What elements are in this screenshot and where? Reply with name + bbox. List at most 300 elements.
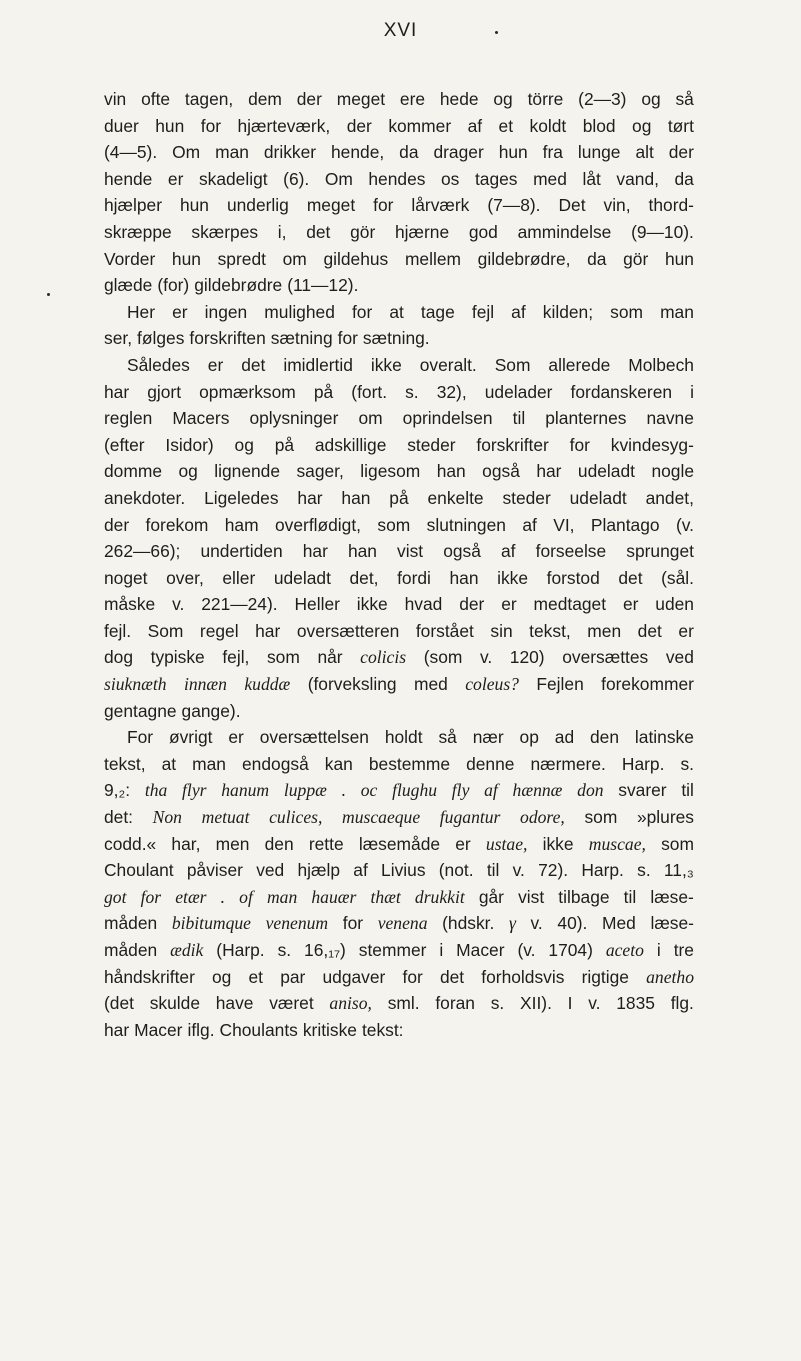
word: venena xyxy=(377,913,428,934)
word: udgaver xyxy=(322,966,386,987)
text-line xyxy=(104,485,694,512)
word: hvad xyxy=(404,594,443,615)
word: vist xyxy=(397,541,424,562)
word: undertiden xyxy=(200,541,283,562)
word: dem xyxy=(248,89,282,109)
word: koldt xyxy=(529,115,567,136)
word: holdt xyxy=(384,727,423,748)
word: har xyxy=(297,487,323,508)
word: da xyxy=(674,168,694,189)
word: siuknæth xyxy=(104,674,167,695)
word: der xyxy=(104,514,130,535)
word: af xyxy=(501,541,516,562)
word: endogså xyxy=(242,753,309,774)
word: Harp. xyxy=(581,860,624,881)
word: har xyxy=(255,620,281,641)
word: (sål. xyxy=(661,567,694,588)
word: med xyxy=(414,674,448,695)
word: oplysninger xyxy=(249,408,339,429)
word: er xyxy=(167,168,184,189)
word: forskriften xyxy=(189,328,266,349)
word: kan xyxy=(324,753,353,774)
word: da xyxy=(399,142,419,163)
word: læsemåde xyxy=(358,833,441,854)
word: tekst: xyxy=(361,1019,404,1040)
word: man xyxy=(192,753,226,774)
word: s. xyxy=(405,381,419,402)
word: for xyxy=(140,886,162,907)
word: skræppe xyxy=(104,221,172,242)
word: Om xyxy=(324,168,353,189)
word: 9,₂: xyxy=(104,780,131,801)
word: blod xyxy=(582,115,616,136)
word: foran xyxy=(435,993,475,1014)
word: uden xyxy=(655,594,694,615)
word: gange). xyxy=(181,700,241,721)
word: ofte xyxy=(141,89,171,109)
word: ligesom xyxy=(360,461,421,482)
word: (for) xyxy=(157,275,190,296)
word: 221—24). xyxy=(201,594,278,615)
word: for xyxy=(351,301,373,322)
word: udelader xyxy=(484,381,553,402)
word: kuddæ xyxy=(244,674,291,695)
text-line xyxy=(104,192,694,219)
text-line xyxy=(104,379,694,406)
word: den xyxy=(264,833,294,854)
word: også xyxy=(443,541,481,562)
text-line xyxy=(104,352,694,379)
word: noget xyxy=(104,567,148,588)
word: fly xyxy=(451,780,470,801)
word: skadeligt xyxy=(198,168,268,189)
word: oversætteren xyxy=(296,620,400,641)
word: thord- xyxy=(648,195,694,216)
text-line xyxy=(104,166,694,193)
word: er xyxy=(172,301,188,322)
text-line xyxy=(104,857,694,884)
word: har xyxy=(302,541,328,562)
word: tage xyxy=(420,301,455,322)
word: tha xyxy=(144,780,168,801)
word: hjærteværk, xyxy=(237,115,331,136)
word: hun xyxy=(498,142,528,163)
word: (not. xyxy=(438,860,474,881)
word: Macers xyxy=(172,408,230,429)
word: af xyxy=(484,780,498,801)
word: men xyxy=(587,620,622,641)
word: skærpes xyxy=(191,221,259,242)
word: metuat xyxy=(201,807,250,828)
text-line xyxy=(104,458,694,485)
word: Som xyxy=(494,354,531,375)
paragraph xyxy=(104,352,694,724)
word: ikke xyxy=(542,833,574,854)
text-line xyxy=(104,644,694,671)
word: måske xyxy=(104,594,156,615)
word: (forveksling xyxy=(307,674,397,695)
word: Som xyxy=(147,620,184,641)
word: måden xyxy=(104,940,158,960)
text-line xyxy=(104,990,694,1017)
text-line xyxy=(104,219,694,246)
word: gildehus xyxy=(323,248,389,269)
word: han xyxy=(449,567,479,588)
word: udeladt xyxy=(273,567,331,588)
paragraph xyxy=(104,86,694,299)
word: i xyxy=(439,940,444,960)
word: 16,₁₇) xyxy=(304,940,346,960)
word: Vorder xyxy=(104,248,156,269)
word: da xyxy=(587,248,607,269)
word: (9—10). xyxy=(631,221,694,242)
word: følges xyxy=(137,328,185,349)
word: været xyxy=(269,993,314,1014)
word: så xyxy=(675,89,694,109)
word: ustae, xyxy=(485,833,528,854)
word: han xyxy=(347,541,377,562)
word: som xyxy=(661,833,694,854)
word: fugantur xyxy=(439,807,501,828)
word: aceto xyxy=(605,940,644,960)
word: Her xyxy=(127,301,156,322)
word: opmærksom xyxy=(199,381,296,402)
word: det xyxy=(618,567,643,588)
word: har, xyxy=(171,833,201,854)
word: Plantago xyxy=(590,514,660,535)
word: oversættelsen xyxy=(259,727,369,748)
word: der xyxy=(296,89,322,109)
word: (det xyxy=(104,993,134,1014)
word: og xyxy=(641,89,661,109)
word: domme xyxy=(104,461,162,482)
word: hun xyxy=(171,248,201,269)
word: steder xyxy=(407,434,456,455)
word: på xyxy=(313,381,334,402)
word: andet, xyxy=(645,487,694,508)
word: har xyxy=(536,461,562,482)
word: glæde xyxy=(104,275,153,296)
word: der xyxy=(346,115,372,136)
word: VI, xyxy=(553,514,575,535)
word: flughu xyxy=(392,780,438,801)
word: det xyxy=(637,620,662,641)
word: har xyxy=(104,1019,130,1040)
word: par xyxy=(280,966,306,987)
ink-speck xyxy=(495,31,498,34)
word: også xyxy=(482,461,520,482)
word: For xyxy=(127,727,154,748)
word: fejl, xyxy=(222,647,250,668)
word: sml. xyxy=(387,993,420,1014)
word: meget xyxy=(336,89,386,109)
word: drukkit xyxy=(414,886,465,907)
word: ser, xyxy=(104,328,133,349)
text-line xyxy=(104,246,694,273)
word: fordanskeren xyxy=(570,381,673,402)
word: 72). xyxy=(538,860,569,881)
text-line xyxy=(104,884,694,911)
word: (7—8). xyxy=(487,195,541,216)
word: man xyxy=(660,301,694,322)
paragraph xyxy=(104,299,694,352)
word: forekommer xyxy=(601,674,694,695)
word: vand, xyxy=(616,168,659,189)
word: Choulant xyxy=(104,860,174,881)
word: oc xyxy=(360,780,378,801)
word: tekst, xyxy=(529,620,571,641)
word: øvrigt xyxy=(168,727,213,748)
word: Choulants xyxy=(219,1019,298,1040)
word: som xyxy=(584,807,618,828)
word: (v. xyxy=(517,940,536,960)
word: iflg. xyxy=(187,1019,215,1040)
word: tagen, xyxy=(184,89,234,109)
word: v. xyxy=(172,594,185,615)
word: ikke xyxy=(497,567,529,588)
word: codd.« xyxy=(104,833,157,854)
word: så xyxy=(438,727,457,748)
text-line xyxy=(104,618,694,645)
word: hjælper xyxy=(104,195,162,216)
text-line xyxy=(104,591,694,618)
word: Non xyxy=(152,807,182,828)
word: hjælp xyxy=(297,860,341,881)
word: at xyxy=(389,301,404,322)
word: gör xyxy=(623,248,649,269)
word: rigtige xyxy=(581,966,629,987)
word: imidlertid xyxy=(283,354,353,375)
word: tages xyxy=(474,168,518,189)
ink-speck xyxy=(47,293,50,296)
word: hjærne xyxy=(394,221,450,242)
word: latinske xyxy=(634,727,694,748)
word: læse- xyxy=(650,913,694,934)
word: forekom xyxy=(145,514,209,535)
word: Om xyxy=(172,142,201,163)
word: 1704) xyxy=(548,940,593,960)
text-line xyxy=(104,512,694,539)
word: I xyxy=(567,993,573,1014)
text-line xyxy=(104,325,694,352)
text-line xyxy=(104,751,694,778)
word: tekst, xyxy=(104,753,146,774)
word: typiske xyxy=(150,647,205,668)
word: 40). xyxy=(557,913,588,934)
word: når xyxy=(317,647,343,668)
word: kommer xyxy=(388,115,452,136)
word: lunge xyxy=(577,142,621,163)
word: (Harp. xyxy=(216,940,265,960)
word: lignende xyxy=(214,461,281,482)
word: reglen xyxy=(104,408,153,429)
word: enkelte xyxy=(427,487,484,508)
word: ad xyxy=(554,727,575,748)
word: hede xyxy=(439,89,479,109)
word: hanum xyxy=(221,780,270,801)
word: gjort xyxy=(147,381,182,402)
word: duer xyxy=(104,115,139,136)
word: gentagne xyxy=(104,700,177,721)
word: slutningen xyxy=(426,514,506,535)
word: går xyxy=(478,886,504,907)
word: denne xyxy=(466,753,515,774)
word: ikke xyxy=(370,354,402,375)
word: i, xyxy=(277,221,287,242)
word: 120) xyxy=(509,647,545,668)
word: udeladt xyxy=(577,461,635,482)
word: nærmere. xyxy=(530,753,606,774)
word: drikker xyxy=(263,142,317,163)
word: kvindesyg- xyxy=(610,434,694,455)
word: flyr xyxy=(182,780,207,801)
word: dog xyxy=(104,647,134,668)
word: et xyxy=(498,115,514,136)
word: s. xyxy=(637,860,651,881)
word: til xyxy=(623,886,637,907)
text-line xyxy=(104,937,694,964)
word: regel xyxy=(199,620,239,641)
word: håndskrifter xyxy=(104,966,195,987)
word: (fort. xyxy=(351,381,388,402)
word: ikke xyxy=(356,594,388,615)
word: (efter xyxy=(104,434,145,455)
word: er xyxy=(228,727,244,748)
text-line xyxy=(104,113,694,140)
word: spredt xyxy=(217,248,266,269)
word: underlig xyxy=(226,195,289,216)
word: luppæ xyxy=(283,780,327,801)
word: XII). xyxy=(520,993,552,1014)
word: og xyxy=(632,115,652,136)
word: udeladt xyxy=(569,487,627,508)
word: tilbage xyxy=(558,886,610,907)
word: sager, xyxy=(296,461,344,482)
word: er xyxy=(501,594,517,615)
word: alt xyxy=(635,142,654,163)
word: er xyxy=(622,594,639,615)
word: det xyxy=(439,966,465,987)
text-line xyxy=(104,777,694,804)
word: til xyxy=(512,408,526,429)
word: måden xyxy=(104,913,158,934)
word: aniso, xyxy=(329,993,372,1014)
word: have xyxy=(215,993,254,1014)
word: sætning xyxy=(270,328,333,349)
word: det, xyxy=(349,567,379,588)
word: til xyxy=(681,780,694,801)
paragraph xyxy=(104,724,694,1043)
word: . xyxy=(341,780,347,801)
word: ere xyxy=(399,89,426,109)
word: gildebrødre, xyxy=(477,248,571,269)
word: ædik xyxy=(170,940,204,960)
word: fejl. xyxy=(104,620,132,641)
word: culices, xyxy=(269,807,323,828)
text-line xyxy=(104,1017,694,1044)
word: fra xyxy=(542,142,563,163)
word: forseelse xyxy=(535,541,607,562)
word: forholdsvis xyxy=(481,966,565,987)
word: medtaget xyxy=(533,594,607,615)
word: anekdoter. xyxy=(104,487,186,508)
word: oprindelsen xyxy=(402,408,493,429)
word: gildebrødre xyxy=(194,275,283,296)
word: tørt xyxy=(667,115,694,136)
word: (4—5). xyxy=(104,142,158,163)
word: kritiske xyxy=(302,1019,357,1040)
word: Molbech xyxy=(628,354,694,375)
word: det: xyxy=(104,807,134,828)
word: colicis xyxy=(360,647,407,668)
word: »plures xyxy=(636,807,694,828)
word: 262—66); xyxy=(104,541,181,562)
word: af xyxy=(353,860,368,881)
word: for xyxy=(200,115,222,136)
text-line xyxy=(104,698,694,725)
word: innæn xyxy=(183,674,227,695)
word: meget xyxy=(306,195,356,216)
word: om xyxy=(358,408,383,429)
word: gör xyxy=(350,221,376,242)
word: muscaeque xyxy=(342,807,421,828)
word: for xyxy=(569,434,590,455)
word: Således xyxy=(127,354,190,375)
word: anetho xyxy=(646,966,694,987)
word: ved xyxy=(256,860,285,881)
word: den xyxy=(590,727,620,748)
word: stemmer xyxy=(358,940,427,960)
word: Det xyxy=(558,195,586,216)
word: god xyxy=(468,221,498,242)
word: svarer xyxy=(618,780,667,801)
word: v. xyxy=(530,913,543,934)
word: γ xyxy=(508,913,516,934)
word: flg. xyxy=(670,993,694,1014)
word: af xyxy=(511,301,526,322)
word: han xyxy=(341,487,371,508)
text-line xyxy=(104,538,694,565)
word: op xyxy=(519,727,539,748)
word: 11,₃ xyxy=(663,860,694,881)
word: 1835 xyxy=(616,993,655,1014)
text-line xyxy=(104,910,694,937)
word: og xyxy=(178,461,198,482)
word: (v. xyxy=(675,514,694,535)
word: for xyxy=(373,195,394,216)
word: og xyxy=(493,89,513,109)
word: rette xyxy=(308,833,344,854)
word: sætning. xyxy=(362,328,430,349)
word: der xyxy=(668,142,694,163)
word: coleus? xyxy=(465,674,519,695)
word: Isidor) xyxy=(165,434,214,455)
word: hende xyxy=(104,168,153,189)
word: v. xyxy=(479,647,493,668)
word: et xyxy=(248,966,264,987)
text-line xyxy=(104,724,694,751)
word: os xyxy=(441,168,460,189)
word: ved xyxy=(665,647,694,668)
word: læse- xyxy=(650,886,694,907)
word: v. xyxy=(588,993,601,1014)
word: overflødigt, xyxy=(274,514,362,535)
word: som xyxy=(377,514,411,535)
word: navne xyxy=(646,408,694,429)
word: hendes xyxy=(368,168,426,189)
text-line xyxy=(104,671,694,698)
word: har xyxy=(104,381,130,402)
